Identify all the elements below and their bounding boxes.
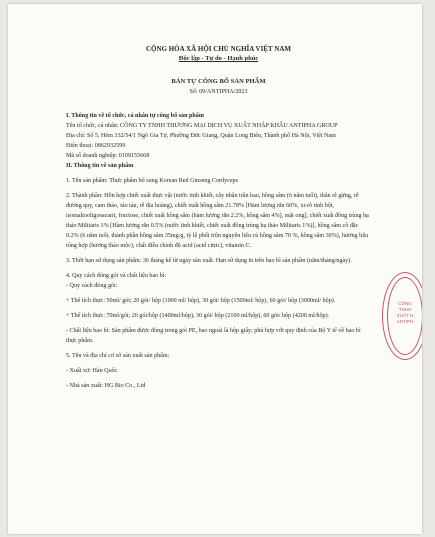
product-ingredients: 2. Thành phần: Hỗn hợp chiết xuất thực vật (nước tinh khiết, cây nhân trần hao, hồng sâm (6 năm tuổi), thân rễ gừng, rễ đương quy, cam thảo, táo tàu, rễ địa hoàng), chiết xuất hồng sâm 21.78% [Hàm lượng rắn 60%, xi-rô tinh bột, isomaltooligosacarit, fructose, chiết xuất hồng sâm (hàm lượng rắn 2.2%, hồng sâm 4%), mật ong], chiết xuất đông trùng hạ thảo Militaris 1% [Hàm lượng rắn 0.5% (nước tinh khiết, chiết xuất đông trùng hạ thảo Militaris 1%)], hồng sâm cô đặc 0.2% (6 năm tuổi, thành phần hồng sâm 35mg/g, tỷ lệ phối trộn nguyên liệu củ hồng sâm 70 %, hồng sâm 30%), hương liệu tổng hợp (hương thảo mộc), chất điều chỉnh độ acid (acid citric), vitamin C. <box>66 193 369 249</box>
packaging-material: - Chất liệu bao bì: Sản phẩm được đóng trong gói PE, bao ngoài là hộp giấy; phù hợp với quy định của Bộ Y tế về bao bì thực phẩm. <box>66 328 361 344</box>
document-header <box>66 44 371 97</box>
seal-line: CÔNG <box>398 301 412 306</box>
seal-line: XUẤT N <box>396 313 414 318</box>
document-page <box>8 4 422 534</box>
section-2-heading: II. Thông tin về sản phẩm <box>66 163 134 169</box>
document-title: BẢN TỰ CÔNG BỐ SẢN PHẨM <box>171 78 266 85</box>
product-shelf-life: 3. Thời hạn sử dụng sản phẩm: 36 tháng kể từ ngày sản xuất. Hạn sử dụng in trên bao bì sản phẩm (năm/tháng/ngày). <box>66 258 352 264</box>
packaging-spec-heading: - Quy cách đóng gói: <box>66 283 118 289</box>
nation-heading: CỘNG HÒA XÃ HỘI CHỦ NGHĨA VIỆT NAM <box>145 45 291 53</box>
packaging-spec-50ml: + Thể tích thực: 50ml/ gói; 20 gói/ hộp (1000 ml/ hộp), 30 gói/ hộp (1500ml/ hộp), 60 gói/ hộp (3000ml/ hộp). <box>66 298 336 304</box>
motto: Độc lập - Tự do - Hạnh phúc <box>178 55 259 62</box>
packaging-heading: 4. Quy cách đóng gói và chất liệu bao bì: <box>66 273 167 279</box>
document-number: Số: 09/ANTIPHA/2023 <box>189 89 248 95</box>
document-body <box>66 44 371 391</box>
org-name: Tên tổ chức, cá nhân: CÔNG TY TNHH THƯƠNG MẠI DỊCH VỤ XUẤT NHẬP KHẨU ANTIPHA GROUP <box>66 123 338 129</box>
company-seal <box>382 272 422 360</box>
seal-line: TNHH <box>398 307 412 312</box>
product-origin: - Xuất xứ: Hàn Quốc <box>66 368 118 374</box>
section-1-heading: I. Thông tin về tổ chức, cá nhân tự công bố sản phẩm <box>66 113 204 119</box>
packaging-spec-70ml: + Thể tích thực: 70ml/gói; 20 gói/hộp (1400ml/hộp), 30 gói/ hộp (2100 ml/hộp), 60 gói/ hộp (4200 ml/hộp). <box>66 313 330 319</box>
product-name: 1. Tên sản phẩm: Thực phẩm bổ sung Korean Red Ginseng Cordyceps <box>66 178 238 184</box>
manufacturer-name: - Nhà sản xuất: HG Bio Co., Ltd <box>66 383 146 389</box>
manufacturer-heading: 5. Tên và địa chỉ cơ sở sản xuất sản phẩm: <box>66 353 170 359</box>
seal-line: ANTIPH <box>396 319 414 324</box>
org-address: Địa chỉ: Số 5, Hẻm 332/54/1 Ngõ Gia Tự, Phường Đức Giang, Quận Long Biên, Thành phố Hà Nội, Việt Nam <box>66 133 336 139</box>
seal-inner-ring <box>387 277 422 355</box>
org-phone: Điện thoại: 0862932599 <box>66 143 126 149</box>
org-license: Mã số doanh nghiệp: 0109155668 <box>66 153 150 159</box>
